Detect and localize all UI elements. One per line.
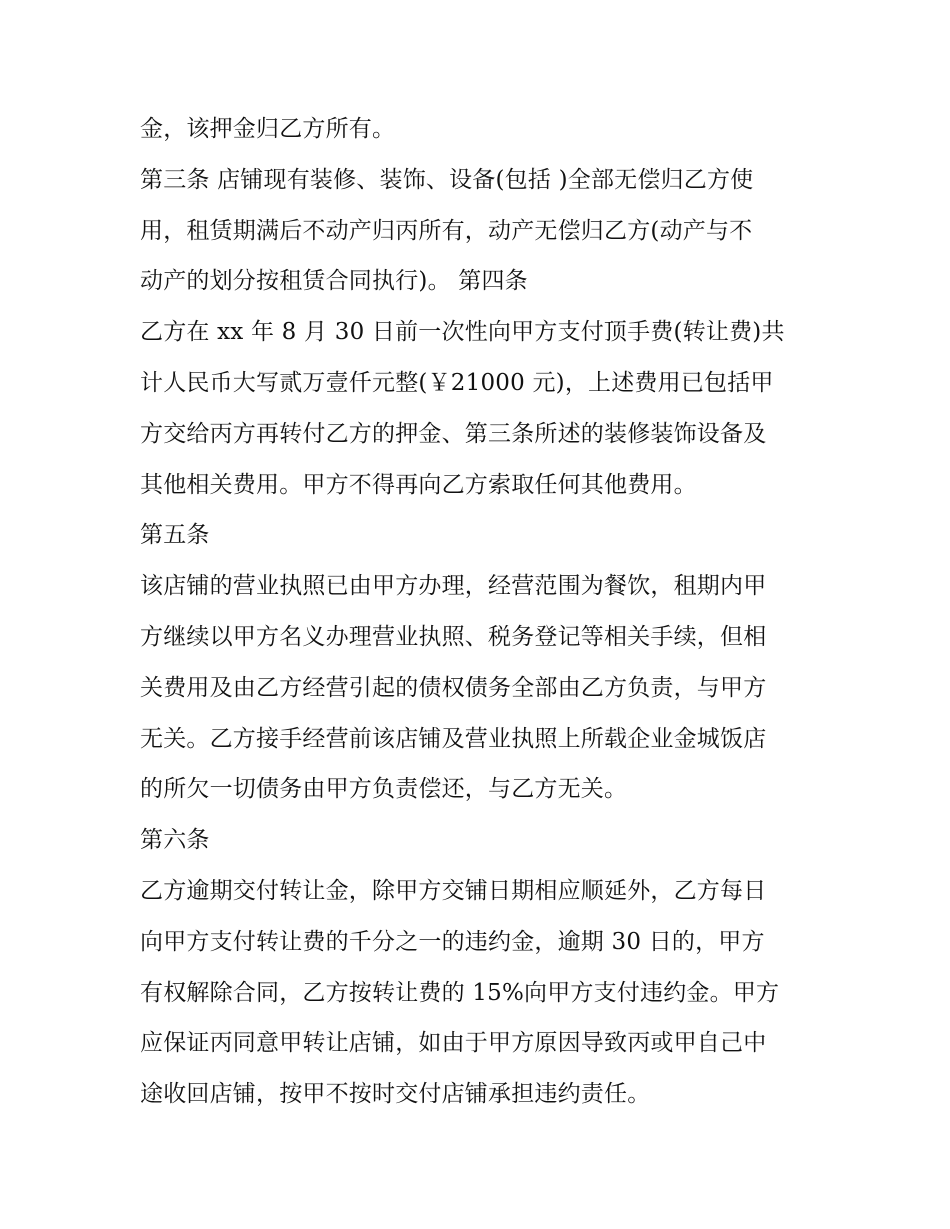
text-line: 应保证丙同意甲转让店铺，如由于甲方原因导致丙或甲自己中 xyxy=(140,1030,767,1057)
text-line: 第三条 店铺现有装修、装饰、设备(包括 )全部无偿归乙方使 xyxy=(140,166,754,193)
text-line: 金，该押金归乙方所有。 xyxy=(140,116,396,142)
text-line: 其他相关费用。甲方不得再向乙方索取任何其他费用。 xyxy=(140,471,697,498)
text-line: 动产的划分按租赁合同执行)。 第四条 xyxy=(140,268,528,295)
text-line: 乙方在 xx 年 8 月 30 日前一次性向甲方支付顶手费(转让费)共 xyxy=(140,319,785,346)
text-line: 的所欠一切债务由甲方负责偿还，与乙方无关。 xyxy=(140,776,628,803)
text-line: 用，租赁期满后不动产归丙所有，动产无偿归乙方(动产与不 xyxy=(140,217,753,244)
text-line: 关费用及由乙方经营引起的债权债务全部由乙方负责，与甲方 xyxy=(140,674,767,701)
text-line: 乙方逾期交付转让金，除甲方交铺日期相应顺延外，乙方每日 xyxy=(140,877,767,904)
text-line: 该店铺的营业执照已由甲方办理，经营范围为餐饮，租期内甲 xyxy=(140,573,767,600)
section-heading: 第五条 xyxy=(140,522,210,549)
section-heading: 第六条 xyxy=(140,827,210,854)
text-line: 方继续以甲方名义办理营业执照、税务登记等相关手续，但相 xyxy=(140,623,767,650)
text-line: 计人民币大写贰万壹仟元整(￥21000 元)，上述费用已包括甲 xyxy=(140,369,774,396)
text-line: 途收回店铺，按甲不按时交付店铺承担违约责任。 xyxy=(140,1081,651,1108)
text-line: 有权解除合同，乙方按转让费的 15%向甲方支付违约金。甲方 xyxy=(140,979,780,1006)
text-line: 方交给丙方再转付乙方的押金、第三条所述的装修装饰设备及 xyxy=(140,420,767,447)
document-body xyxy=(140,104,820,1120)
text-line: 向甲方支付转让费的千分之一的违约金，逾期 30 日的，甲方 xyxy=(140,928,765,955)
text-line: 无关。乙方接手经营前该店铺及营业执照上所载企业金城饭店 xyxy=(140,725,767,752)
